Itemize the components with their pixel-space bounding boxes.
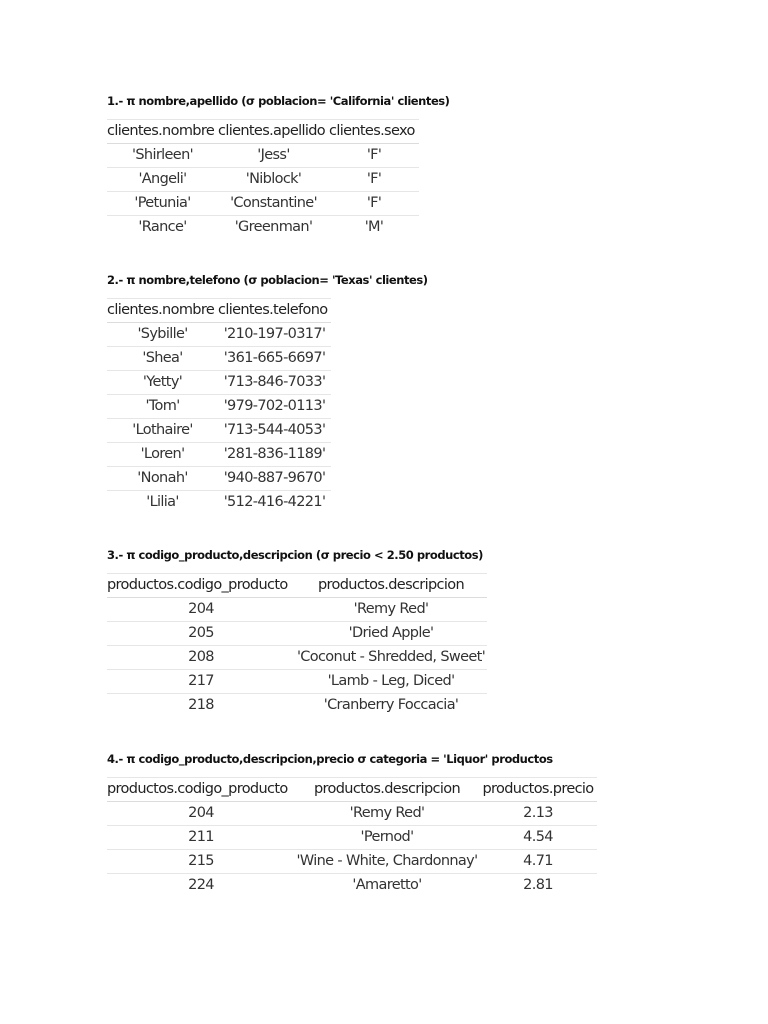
table-cell: '940-887-9670' xyxy=(218,467,331,491)
table-cell: 4.71 xyxy=(479,850,597,874)
table-cell: 4.54 xyxy=(479,826,597,850)
table-cell: 'Lilia' xyxy=(146,494,179,510)
table-row xyxy=(107,144,419,168)
table-cell: 'Nonah' xyxy=(107,467,218,491)
column-header: productos.codigo_producto xyxy=(107,574,295,598)
table-cell: 2.13 xyxy=(479,802,597,826)
table-header-row xyxy=(107,778,597,802)
table-cell: 224 xyxy=(188,877,214,893)
table-cell: 'Dried Apple' xyxy=(295,622,487,646)
table-cell: 204 xyxy=(107,598,295,622)
table-row xyxy=(107,216,419,240)
table-cell: 'Tom' xyxy=(107,395,218,419)
query-heading: 4.- π codigo_producto,descripcion,precio σ categoria = 'Liquor' productos xyxy=(107,752,553,766)
table-row xyxy=(107,802,597,826)
query-heading: 1.- π nombre,apellido (σ poblacion= 'California' clientes) xyxy=(107,94,450,108)
table-cell: 'Loren' xyxy=(107,443,218,467)
table-cell: 'Yetty' xyxy=(107,371,218,395)
result-table xyxy=(107,298,331,514)
table-cell: 208 xyxy=(107,646,295,670)
table-cell: '713-846-7033' xyxy=(218,371,331,395)
table-cell: 'Angeli' xyxy=(107,168,218,192)
column-header: clientes.nombre xyxy=(107,299,218,323)
table-cell: 'Lamb - Leg, Diced' xyxy=(295,670,487,694)
table-cell: 'F' xyxy=(329,144,419,168)
table-cell: 'Pernod' xyxy=(295,826,479,850)
table-row xyxy=(107,694,487,718)
table-cell: 'Constantine' xyxy=(218,192,329,216)
table-cell: 'Shirleen' xyxy=(107,144,218,168)
table-row xyxy=(107,168,419,192)
table-row xyxy=(107,192,419,216)
table-cell: 'F' xyxy=(329,192,419,216)
table-cell: 'Remy Red' xyxy=(295,598,487,622)
table-cell: 'Niblock' xyxy=(218,168,329,192)
table-cell: 'F' xyxy=(329,168,419,192)
table-cell: 'Petunia' xyxy=(107,192,218,216)
column-header: productos.precio xyxy=(479,778,597,802)
table-cell: 'Jess' xyxy=(218,144,329,168)
query-heading: 3.- π codigo_producto,descripcion (σ precio < 2.50 productos) xyxy=(107,548,483,562)
query-section-2 xyxy=(107,273,428,514)
table-header-row xyxy=(107,120,419,144)
table-cell: '979-702-0113' xyxy=(218,395,331,419)
table-cell: 'Sybille' xyxy=(107,323,218,347)
table-row xyxy=(107,491,331,515)
table-row xyxy=(107,850,597,874)
column-header: clientes.apellido xyxy=(218,120,329,144)
column-header: clientes.telefono xyxy=(218,299,331,323)
table-cell: '361-665-6697' xyxy=(218,347,331,371)
query-section-3 xyxy=(107,548,487,717)
column-header: productos.descripcion xyxy=(295,574,487,598)
table-cell: '281-836-1189' xyxy=(218,443,331,467)
column-header: clientes.sexo xyxy=(329,120,419,144)
table-cell: 'Remy Red' xyxy=(295,802,479,826)
table-cell: 205 xyxy=(107,622,295,646)
table-cell: 217 xyxy=(107,670,295,694)
query-section-1 xyxy=(107,94,450,239)
table-cell: 'Greenman' xyxy=(234,219,313,235)
table-header-row xyxy=(107,299,331,323)
table-cell: 2.81 xyxy=(523,877,553,893)
table-row xyxy=(107,395,331,419)
table-row xyxy=(107,646,487,670)
table-row xyxy=(107,826,597,850)
table-row xyxy=(107,598,487,622)
table-cell: 'Wine - White, Chardonnay' xyxy=(295,850,479,874)
table-cell: '713-544-4053' xyxy=(218,419,331,443)
table-cell: '512-416-4221' xyxy=(223,494,326,510)
table-cell: 'M' xyxy=(364,219,384,235)
column-header: productos.descripcion xyxy=(295,778,479,802)
table-cell: 218 xyxy=(188,697,214,713)
table-row xyxy=(107,371,331,395)
column-header: productos.codigo_producto xyxy=(107,778,295,802)
table-row xyxy=(107,622,487,646)
query-section-4 xyxy=(107,752,597,897)
result-table xyxy=(107,119,419,239)
table-cell: 'Lothaire' xyxy=(107,419,218,443)
table-row xyxy=(107,874,597,898)
result-table xyxy=(107,777,597,897)
table-cell: 215 xyxy=(107,850,295,874)
table-cell: '210-197-0317' xyxy=(218,323,331,347)
table-cell: 'Amaretto' xyxy=(352,877,422,893)
column-header: clientes.nombre xyxy=(107,120,218,144)
table-row xyxy=(107,419,331,443)
table-cell: 211 xyxy=(107,826,295,850)
result-table xyxy=(107,573,487,717)
table-row xyxy=(107,443,331,467)
table-cell: 204 xyxy=(107,802,295,826)
table-cell: 'Coconut - Shredded, Sweet' xyxy=(295,646,487,670)
table-cell: 'Cranberry Foccacia' xyxy=(323,697,459,713)
table-cell: 'Rance' xyxy=(138,219,187,235)
table-header-row xyxy=(107,574,487,598)
table-cell: 'Shea' xyxy=(107,347,218,371)
table-row xyxy=(107,347,331,371)
query-heading: 2.- π nombre,telefono (σ poblacion= 'Texas' clientes) xyxy=(107,273,428,287)
table-row xyxy=(107,467,331,491)
table-row xyxy=(107,670,487,694)
table-row xyxy=(107,323,331,347)
